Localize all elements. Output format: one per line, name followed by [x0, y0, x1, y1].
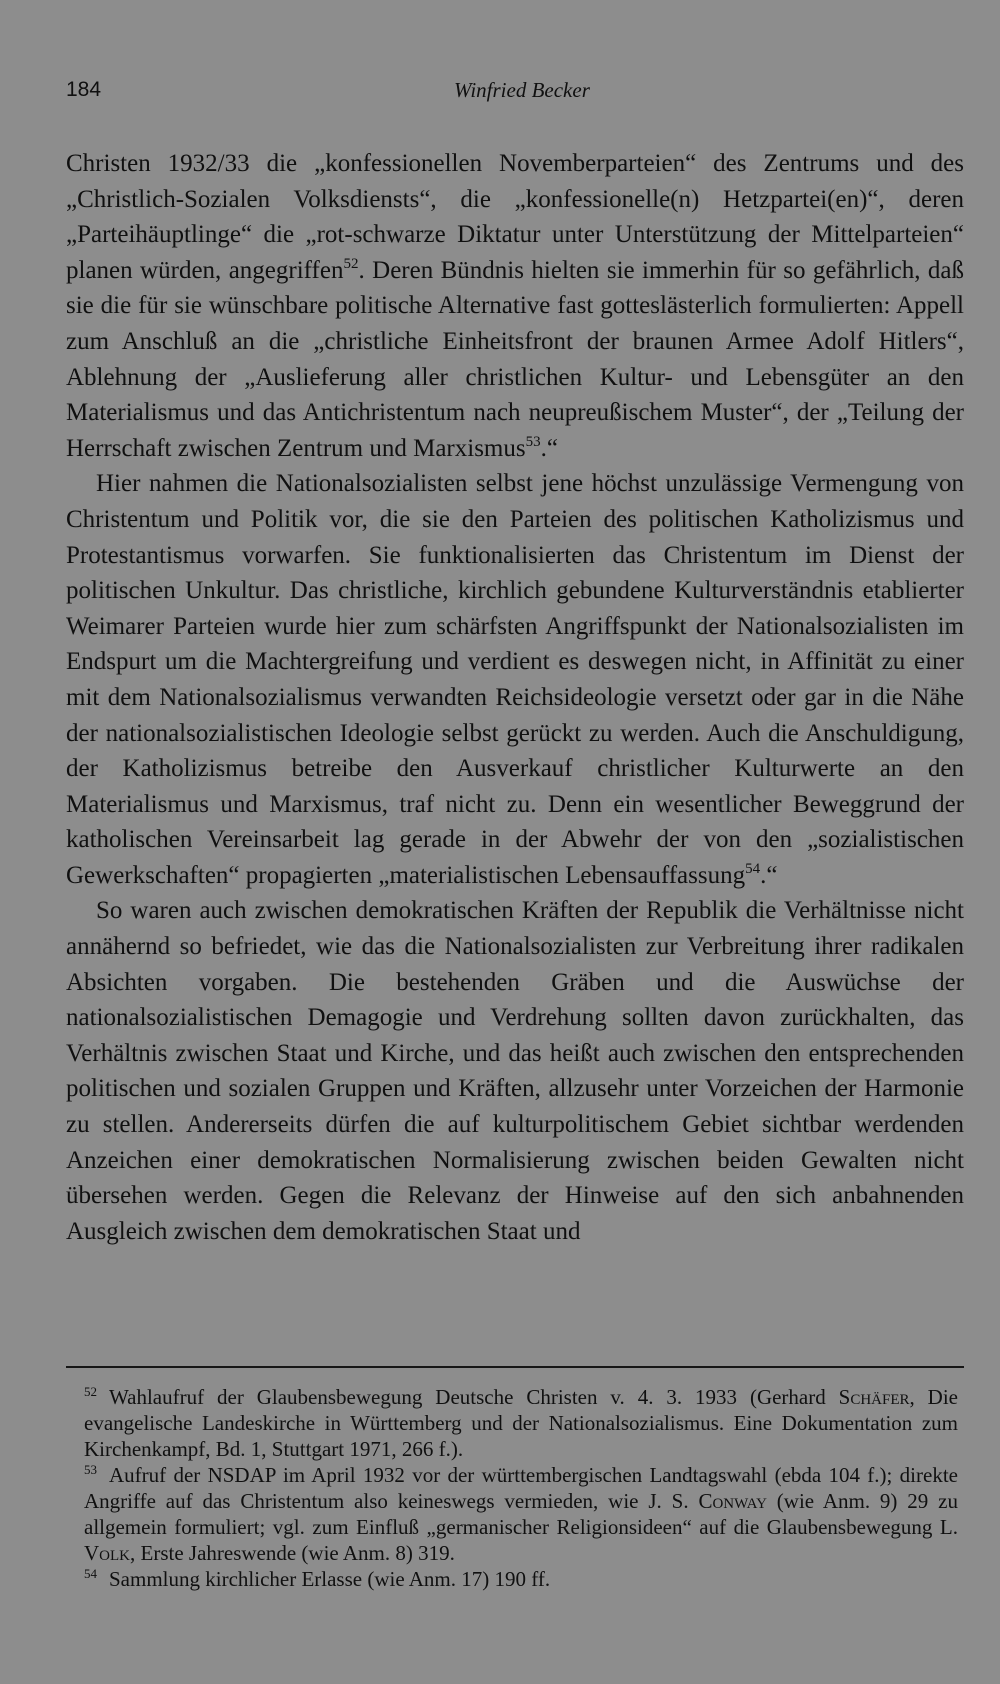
author-name: Schäfer [838, 1385, 910, 1409]
footnote-text: Sammlung kirchlicher Erlasse (wie Anm. 17) 190 ff. [109, 1567, 551, 1591]
paragraph-1 [66, 146, 964, 466]
author-name: Volk [84, 1541, 130, 1565]
footnote-number: 54 [84, 1566, 97, 1581]
footnote-number: 52 [84, 1384, 97, 1399]
footnote-text: Aufruf der NSDAP im April 1932 vor der württembergischen Landtagswahl (ebda 104 f.); direkte Angriffe auf das Christentum also keineswegs vermieden, wie J. S. [84, 1463, 958, 1513]
footnote-separator [66, 1366, 964, 1368]
footnote-ref-52: 52 [343, 255, 359, 272]
footnote-text: , Die evangelische Landeskirche in Württemberg und der Nationalsozialismus. Eine Dokumentation zum Kirchenkampf, Bd. 1, Stuttgart 1971, 266 f.). [84, 1385, 959, 1461]
paragraph-2 [66, 466, 964, 893]
paragraph-3: So waren auch zwischen demokratischen Kräften der Republik die Verhältnisse nicht annähernd so befriedet, wie das die Nationalsozialisten zur Verbreitung ihrer radikalen Absichten vorgaben. Die bestehenden Gräben und die Auswüchse der nationalsozialistischen Demagogie und Verdrehung sollten davon zurückhalten, das Verhältnis zwischen Staat und Kirche, und das heißt auch zwischen den entsprechenden politischen und sozialen Gruppen und Kräften, allzusehr unter Vorzeichen der Harmonie zu stellen. Andererseits dürfen die auf kulturpolitischem Gebiet sichtbar werdenden Anzeichen einer demokratischen Normalisierung zwischen beiden Gewalten nicht übersehen werden. Gegen die Relevanz der Hinweise auf den sich anbahnenden Ausgleich zwischen dem demokratischen Staat und [66, 897, 964, 1245]
main-text [66, 146, 964, 1249]
paragraph-2-text-a: Hier nahmen die Nationalsozialisten selbst jene höchst unzulässige Vermengung von Christentum und Politik vor, die sie den Parteien des politischen Katholizismus und Protestantismus vorwarfen. Sie funktionalisierten das Christentum im Dienst der politischen Unkultur. Das christliche, kirchlich gebundene Kulturverständnis etablierter Weimarer Parteien wurde hier zum schärfsten Angriffspunkt der Nationalsozialisten im Endspurt um die Machtergreifung und verdient es deswegen nicht, in Affinität zu einer mit dem Nationalsozialismus verwandten Reichsideologie versetzt oder gar in die Nähe der nationalsozialistischen Ideologie selbst gerückt zu werden. Auch die Anschuldigung, der Katholizismus betreibe den Ausverkauf christlicher Kulturwerte an den Materialismus und Marxismus, traf nicht zu. Denn ein wesentlicher Beweggrund der katholischen Vereinsarbeit lag gerade in der Abwehr der von den „sozialistischen Gewerkschaften“ propagierten „materialistischen Lebensauffassung [66, 470, 964, 889]
footnotes [86, 1384, 958, 1592]
footnote-53 [84, 1462, 958, 1566]
footnote-text: Wahlaufruf der Glaubensbewegung Deutsche Christen v. 4. 3. 1933 (Gerhard [109, 1385, 839, 1409]
footnote-ref-53: 53 [525, 433, 541, 450]
paragraph-2-text-b: .“ [760, 861, 778, 889]
paragraph-1-text-c: .“ [540, 434, 558, 462]
footnote-ref-54: 54 [745, 860, 761, 877]
footnote-text: (wie Anm. 9) 29 zu allgemein formuliert; vgl. zum Einfluß „germanischer Religionsideen“ auf die Glaubensbewegung L. [84, 1489, 958, 1539]
paragraph-1-text-a: Christen 1932/33 die „konfessionellen Novemberparteien“ des Zentrums und des „Christlich-Sozialen Volksdiensts“, die „konfessionelle(n) Hetzpartei(en)“, deren „Parteihäuptlinge“ die „rot-schwarze Diktatur unter Unterstützung der Mittelparteien“ planen würden, angegriffen [66, 150, 964, 284]
page-number: 184 [66, 78, 102, 101]
footnote-52 [84, 1384, 958, 1462]
page-header [66, 78, 960, 108]
running-head: Winfried Becker [454, 78, 590, 102]
footnote-text: , Erste Jahreswende (wie Anm. 8) 319. [130, 1541, 455, 1565]
author-name: Conway [698, 1489, 767, 1513]
paragraph-1-text-b: . Deren Bündnis hielten sie immerhin für so gefährlich, daß sie die für sie wünschbare politische Alternative fast gotteslästerlich formulierten: Appell zum Anschluß an die „christliche Einheitsfront der braunen Armee Adolf Hitlers“, Ablehnung der „Auslieferung aller christlichen Kultur- und Lebensgüter an den Materialismus und das Antichristentum nach neupreußischem Muster“, der „Teilung der Herrschaft zwischen Zentrum und Marxismus [66, 256, 964, 462]
footnote-54 [84, 1566, 958, 1592]
footnote-number: 53 [84, 1462, 97, 1477]
